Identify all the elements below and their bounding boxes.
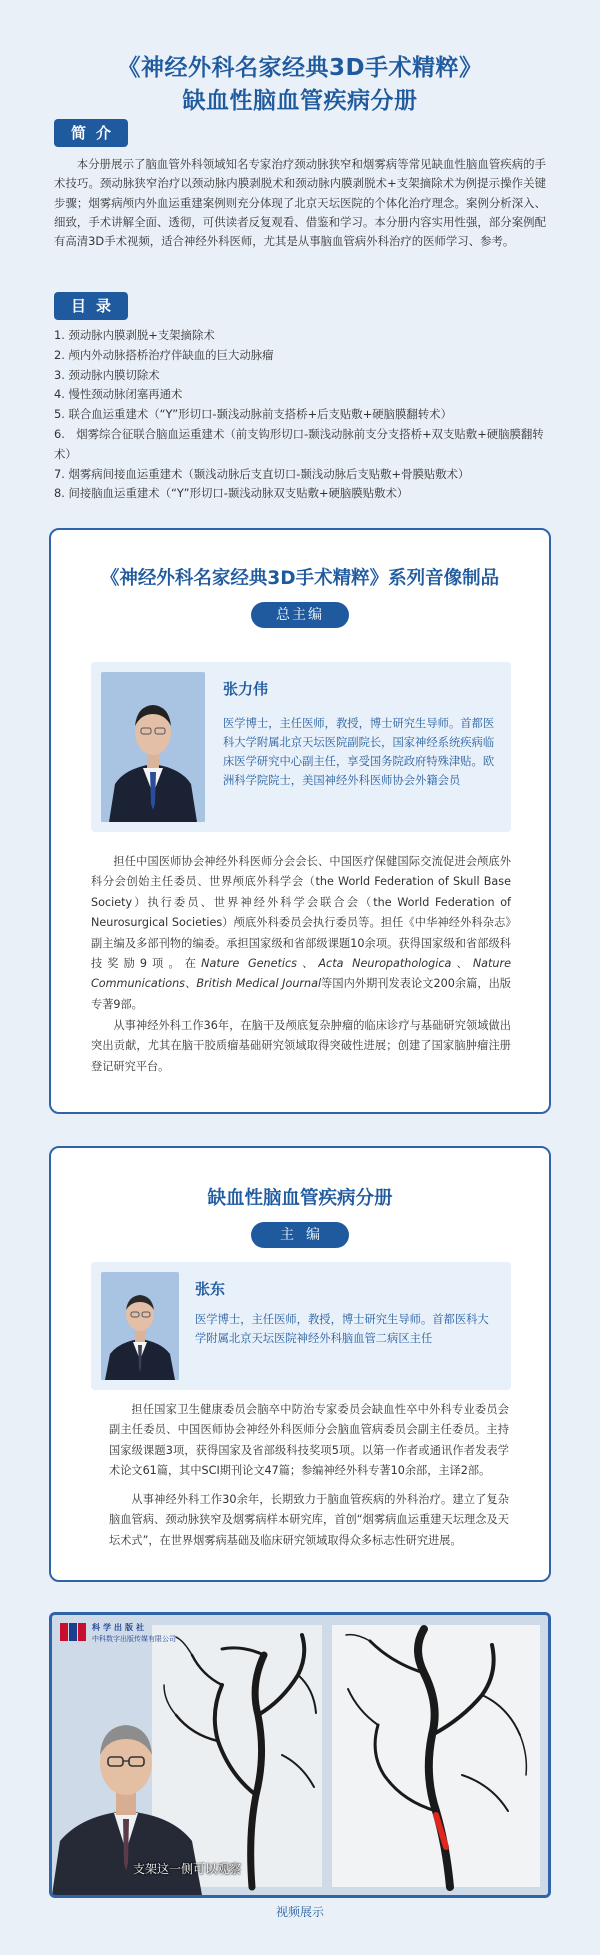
- page-title-line-2: 缺血性脑血管疾病分册: [182, 88, 418, 114]
- volume-editor-bio-1: 担任国家卫生健康委员会脑卒中防治专家委员会缺血性卒中外科专业委员会副主任委员、中国医师协会神经外科医师分会脑血管病委员会副主任委员。主持国家级课题3项，获得国家及省部级科技奖项5项。以第一作者或通讯作者发表学术论文61篇，其中SCI期刊论文47篇；参编神经外科专著10余部，主译2部。: [109, 1403, 509, 1478]
- volume-editor-bio-2: 从事神经外科工作30余年，长期致力于脑血管疾病的外科治疗。建立了复杂脑血管病、颈动脉狭窄及烟雾病样本研究库，首创“烟雾病血运重建天坛理念及天坛术式”，在世界烟雾病基础及临床研究领域取得众多标志性研究进展。: [109, 1493, 509, 1547]
- toc-item: 8. 间接脑血运重建术（“Y”形切口-颞浅动脉双支贴敷+硬脑膜贴敷术）: [54, 486, 409, 501]
- journal-name: Nature Communications: [91, 957, 511, 991]
- video-caption: 视频展示: [275, 1905, 324, 1919]
- chief-editor-badge: 总主编: [251, 602, 349, 628]
- page-title: [0, 52, 600, 118]
- series-editor-name: 张力伟: [223, 680, 269, 698]
- separator: 、: [296, 957, 319, 971]
- video-subtitle: 支架这一侧可以观察: [132, 1862, 241, 1876]
- volume-editor-profile: [91, 1262, 511, 1390]
- series-editor-profile: [91, 662, 511, 832]
- series-editor-bio-2: 从事神经外科工作36年，在脑干及颅底复杂肿瘤的临床诊疗与基础研究领域做出突出贡献，尤其在脑干胶质瘤基础研究领域取得突破性进展；创建了国家脑肿瘤注册登记研究平台。: [91, 1019, 511, 1073]
- toc-item: 2. 颅内外动脉搭桥治疗伴缺血的巨大动脉瘤: [54, 347, 274, 362]
- journal-name: British Medical Journal: [196, 977, 322, 991]
- series-editor-card: [49, 528, 551, 1114]
- toc-item: 6. 烟雾综合征联合脑血运重建术（前支钩形切口-颞浅动脉前支分支搭桥+双支贴敷+硬脑膜翻转术）: [54, 426, 544, 461]
- separator: 、: [451, 957, 473, 971]
- volume-editor-summary: 医学博士，主任医师，教授，博士研究生导师。首都医科大学附属北京天坛医院神经外科脑血管二病区主任: [195, 1313, 489, 1345]
- separator: 、: [185, 977, 197, 991]
- toc-item: 4. 慢性颈动脉闭塞再通术: [54, 387, 183, 402]
- journal-name: Acta Neuropathologica: [318, 957, 452, 971]
- volume-card-title: 缺血性脑血管疾病分册: [207, 1188, 393, 1209]
- intro-label: 简介: [54, 119, 128, 147]
- publisher-name: 科学出版社: [92, 1623, 147, 1632]
- toc-item: 7. 烟雾病间接血运重建术（颞浅动脉后支直切口-颞浅动脉后支贴敷+骨膜贴敷术）: [54, 466, 470, 481]
- bio-text: 担任中国医师协会神经外科医师分会会长、中国医疗保健国际交流促进会颅底外科分会创始主任委员、世界颅底外科学会（the World Federation of Skull Base Society）执行委员、世界神经外科学会联合会（the World Federation of Neurosurgical Societies）颅底外科委员会执行委员等。担任《中华神经外科杂志》副主编及多部刊物的编委。承担国家级和省部级课题10余项。获得国家级和省部级科技奖励9项。在: [91, 855, 511, 971]
- series-editor-summary: 医学博士，主任医师，教授，博士研究生导师。首都医科大学附属北京天坛医院副院长，国家神经系统疾病临床医学研究中心副主任，享受国务院政府特殊津贴。欧洲科学院院士，美国神经外科医师协会外籍会员: [223, 717, 495, 787]
- series-card-title: 《神经外科名家经典3D手术精粹》系列音像制品: [100, 568, 500, 589]
- toc-item: 1. 颈动脉内膜剥脱+支架摘除术: [54, 328, 215, 342]
- toc-item: 3. 颈动脉内膜切除术: [54, 367, 160, 382]
- series-editor-photo: [101, 672, 205, 822]
- series-editor-bio-1: [91, 852, 511, 1015]
- volume-editor-card: [49, 1146, 551, 1582]
- portrait-illustration: [101, 672, 205, 822]
- editor-badge: 主编: [251, 1222, 349, 1248]
- volume-editor-name: 张东: [195, 1280, 226, 1298]
- publisher-subname: 中科数字出版传媒有限公司: [92, 1635, 176, 1643]
- journal-name: Nature Genetics: [201, 957, 297, 971]
- bio-text: 等国内外期刊发表论文200余篇，出版专著9部。: [91, 977, 511, 1011]
- toc-item: 5. 联合血运重建术（“Y”形切口-颞浅动脉前支搭桥+后支贴敷+硬脑膜翻转术）: [54, 407, 452, 422]
- intro-text: 本分册展示了脑血管外科领域知名专家治疗颈动脉狭窄和烟雾病等常见缺血性脑血管疾病的手术技巧。颈动脉狭窄治疗以颈动脉内膜剥脱术和颈动脉内膜剥脱术+支架摘除术为例提示操作关键步骤；烟雾病颅内外血运重建案例则充分体现了北京天坛医院的个体化治疗理念。案例分析深入、细致，手术讲解全面、透彻，可供读者反复观看、借鉴和学习。本分册内容实用性强，部分案例配有高清3D手术视频，适合神经外科医师，尤其是从事脑血管病外科治疗的医师学习、参考。: [54, 157, 546, 249]
- toc-label: 目录: [54, 292, 128, 320]
- video-preview[interactable]: [49, 1612, 551, 1898]
- video-still: [52, 1615, 548, 1895]
- page-title-line-1: 《神经外科名家经典3D手术精粹》: [117, 55, 483, 81]
- volume-editor-photo: [101, 1272, 179, 1380]
- portrait-illustration: [101, 1272, 179, 1380]
- toc-list: [54, 326, 554, 504]
